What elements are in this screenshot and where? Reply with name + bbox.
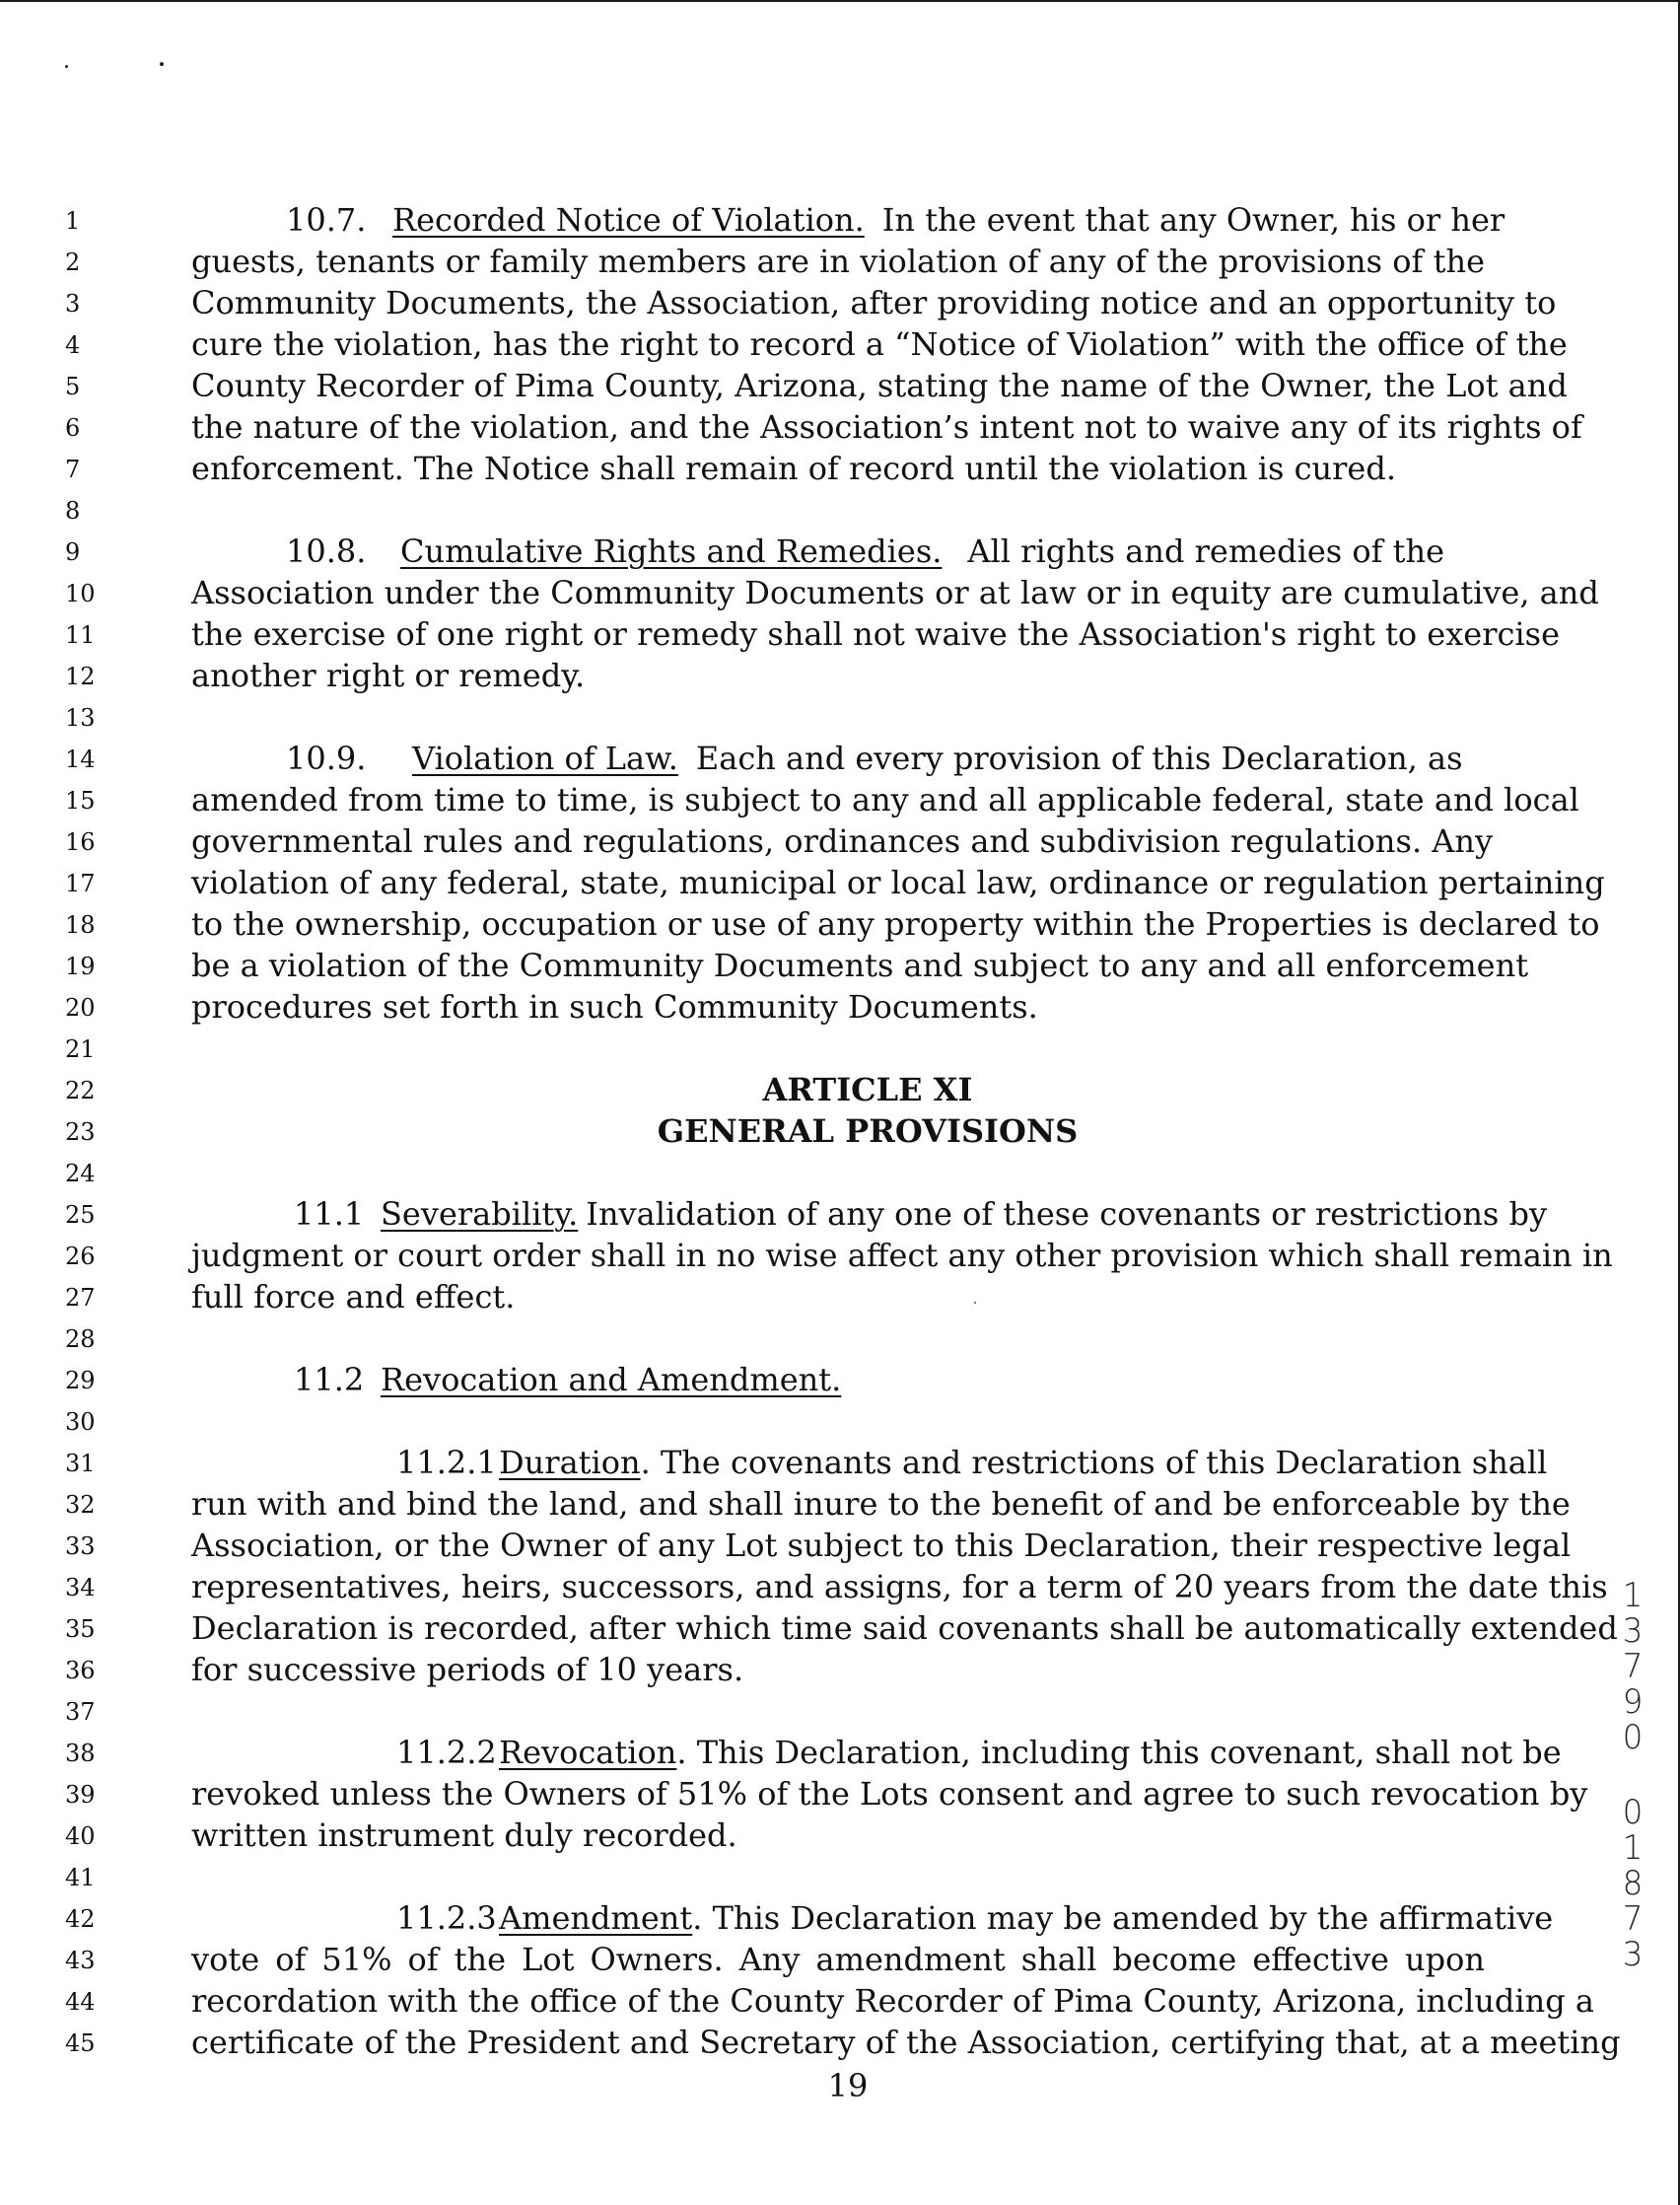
stamp-digit: 1 [1622, 1576, 1644, 1615]
line-number: 30 [65, 1408, 96, 1436]
line-number: 45 [65, 2029, 96, 2057]
line-number: 1 [65, 207, 81, 235]
line-number: 15 [65, 787, 96, 815]
paragraph-text: All rights and remedies of the [967, 533, 1445, 570]
article-title: GENERAL PROVISIONS [657, 1112, 1079, 1150]
recording-stamp [1614, 1578, 1651, 1972]
paragraph-text: . The covenants and restrictions of this Declaration shall [640, 1444, 1548, 1481]
line-number: 19 [65, 953, 96, 980]
section-number: 11.2.3 [396, 1899, 497, 1937]
section-title: Revocation and Amendment. [381, 1361, 842, 1398]
page-number: 19 [827, 2067, 869, 2104]
line-number: 9 [65, 538, 81, 566]
line-number: 11 [65, 621, 96, 649]
paragraph-line: recordation with the office of the County Recorder of Pima County, Arizona, including a [191, 1982, 1594, 2020]
line-number: 29 [65, 1367, 96, 1394]
stamp-digit: 1 [1622, 1828, 1644, 1868]
line-number: 42 [65, 1905, 96, 1933]
paragraph-line: to the ownership, occupation or use of any property within the Properties is declared to [191, 905, 1600, 943]
paragraph-text: In the event that any Owner, his or her [881, 201, 1505, 239]
paragraph-line: governmental rules and regulations, ordinances and subdivision regulations. Any [191, 822, 1494, 860]
line-number: 35 [65, 1615, 96, 1643]
paragraph-line: full force and effect. [191, 1278, 516, 1316]
section-number: 11.1 [294, 1195, 365, 1233]
scan-speck [160, 62, 164, 66]
paragraph-line [191, 531, 1485, 572]
paragraph-text: . This Declaration, including this covenant, shall not be [676, 1734, 1562, 1771]
paragraph-line: judgment or court order shall in no wise affect any other provision which shall remain in [191, 1237, 1613, 1274]
paragraph-line [191, 1732, 1562, 1773]
line-number: 26 [65, 1243, 96, 1270]
paragraph-line: the exercise of one right or remedy shall not waive the Association's right to exercise [191, 615, 1561, 653]
stamp-digit: 8 [1622, 1864, 1644, 1903]
line-number: 16 [65, 828, 96, 856]
section-title: Recorded Notice of Violation. [392, 201, 865, 239]
paragraph-line: cure the violation, has the right to record a “Notice of Violation” with the office of the [191, 325, 1568, 363]
line-number: 20 [65, 994, 96, 1022]
line-number: 38 [65, 1740, 96, 1767]
line-number: 41 [65, 1864, 96, 1891]
line-number: 33 [65, 1532, 96, 1560]
line-number: 43 [65, 1947, 96, 1974]
line-number: 31 [65, 1450, 96, 1477]
line-number: 6 [65, 414, 81, 442]
section-number: 10.7. [286, 201, 367, 239]
line-number: 5 [65, 373, 81, 400]
stamp-digit: 3 [1622, 1611, 1644, 1651]
line-number: 10 [65, 580, 96, 607]
line-number: 2 [65, 249, 81, 276]
section-number: 11.2 [294, 1361, 365, 1398]
line-number: 13 [65, 704, 96, 732]
section-title: Cumulative Rights and Remedies. [400, 533, 943, 570]
section-number: 10.9. [286, 740, 367, 777]
paragraph-line: be a violation of the Community Documents and subject to any and all enforcement [191, 947, 1529, 984]
paragraph-line: guests, tenants or family members are in violation of any of the provisions of the [191, 243, 1485, 280]
paragraph-line: representatives, heirs, successors, and assigns, for a term of 20 years from the date this [191, 1568, 1608, 1605]
line-number: 22 [65, 1077, 96, 1104]
section-number: 11.2.2 [396, 1734, 497, 1771]
stamp-digit: 7 [1622, 1647, 1644, 1686]
section-title: Amendment [499, 1899, 693, 1937]
paragraph-line: vote of 51% of the Lot Owners. Any amendment shall become effective upon [191, 1941, 1485, 1978]
line-number: 23 [65, 1118, 96, 1146]
paragraph-line: County Recorder of Pima County, Arizona, stating the name of the Owner, the Lot and [191, 367, 1568, 404]
paragraph-line: the nature of the violation, and the Association’s intent not to waive any of its rights of [191, 408, 1582, 446]
line-number: 17 [65, 870, 96, 897]
paragraph-line: revoked unless the Owners of 51% of the Lots consent and agree to such revocation by [191, 1775, 1588, 1813]
line-number: 18 [65, 911, 96, 939]
paragraph-line: run with and bind the land, and shall inure to the benefit of and be enforceable by the [191, 1485, 1571, 1523]
line-number: 39 [65, 1781, 96, 1809]
paragraph-line: violation of any federal, state, municipal or local law, ordinance or regulation pertaining [191, 864, 1605, 901]
paragraph-line: Association under the Community Documents or at law or in equity are cumulative, and [191, 574, 1599, 611]
paragraph-line [191, 1193, 1548, 1235]
paragraph-line: Community Documents, the Association, after providing notice and an opportunity to [191, 284, 1557, 321]
section-title: Severability. [381, 1195, 579, 1233]
line-number: 7 [65, 456, 81, 483]
paragraph-text: Each and every provision of this Declaration, as [695, 740, 1463, 777]
section-11-2 [191, 1359, 1485, 1400]
article-number: ARTICLE XI [762, 1071, 973, 1108]
paragraph-line: for successive periods of 10 years. [191, 1651, 744, 1688]
paragraph-text: Invalidation of any one of these covenants or restrictions by [586, 1195, 1548, 1233]
line-number: 36 [65, 1657, 96, 1684]
paragraph-line: enforcement. The Notice shall remain of record until the violation is cured. [191, 450, 1397, 487]
paragraph-line: Declaration is recorded, after which time said covenants shall be automatically extended [191, 1609, 1618, 1647]
stamp-digit: 9 [1622, 1682, 1644, 1722]
line-number: 44 [65, 1988, 96, 2016]
paragraph-line: Association, or the Owner of any Lot subject to this Declaration, their respective legal [191, 1527, 1572, 1564]
paragraph-line: amended from time to time, is subject to any and all applicable federal, state and local [191, 781, 1579, 818]
scan-border-top [0, 0, 1680, 2]
line-number: 12 [65, 663, 96, 690]
scan-speck [65, 65, 68, 68]
line-number: 28 [65, 1325, 96, 1353]
section-title: Revocation [499, 1734, 677, 1771]
paragraph-line [191, 738, 1485, 779]
paragraph-line: procedures set forth in such Community Documents. [191, 988, 1038, 1026]
line-number: 37 [65, 1698, 96, 1726]
section-number: 10.8. [286, 533, 367, 570]
paragraph-line: another right or remedy. [191, 657, 586, 694]
stamp-digit: 0 [1622, 1793, 1644, 1832]
section-title: Violation of Law. [412, 740, 678, 777]
line-number: 32 [65, 1491, 96, 1519]
line-number: 14 [65, 746, 96, 773]
paragraph-line: written instrument duly recorded. [191, 1816, 737, 1854]
paragraph-line [191, 1442, 1548, 1483]
stamp-digit: 0 [1622, 1718, 1644, 1757]
paragraph-text: . This Declaration may be amended by the affirmative [692, 1899, 1554, 1937]
stamp-digit: 7 [1622, 1899, 1644, 1939]
line-number: 25 [65, 1201, 96, 1229]
line-number: 4 [65, 331, 81, 359]
section-title: Duration [499, 1444, 641, 1481]
line-number: 3 [65, 290, 81, 318]
paragraph-line [191, 199, 1505, 241]
line-number: 21 [65, 1035, 96, 1063]
line-number: 34 [65, 1574, 96, 1601]
line-number: 27 [65, 1284, 96, 1312]
line-number: 24 [65, 1160, 96, 1187]
line-number: 8 [65, 497, 81, 525]
paragraph-line: certificate of the President and Secretary of the Association, certifying that, at a meeting [191, 2024, 1621, 2061]
section-number: 11.2.1 [396, 1444, 497, 1481]
paragraph-line [191, 1897, 1554, 1939]
line-number: 40 [65, 1822, 96, 1850]
stamp-digit: 3 [1622, 1935, 1644, 1974]
